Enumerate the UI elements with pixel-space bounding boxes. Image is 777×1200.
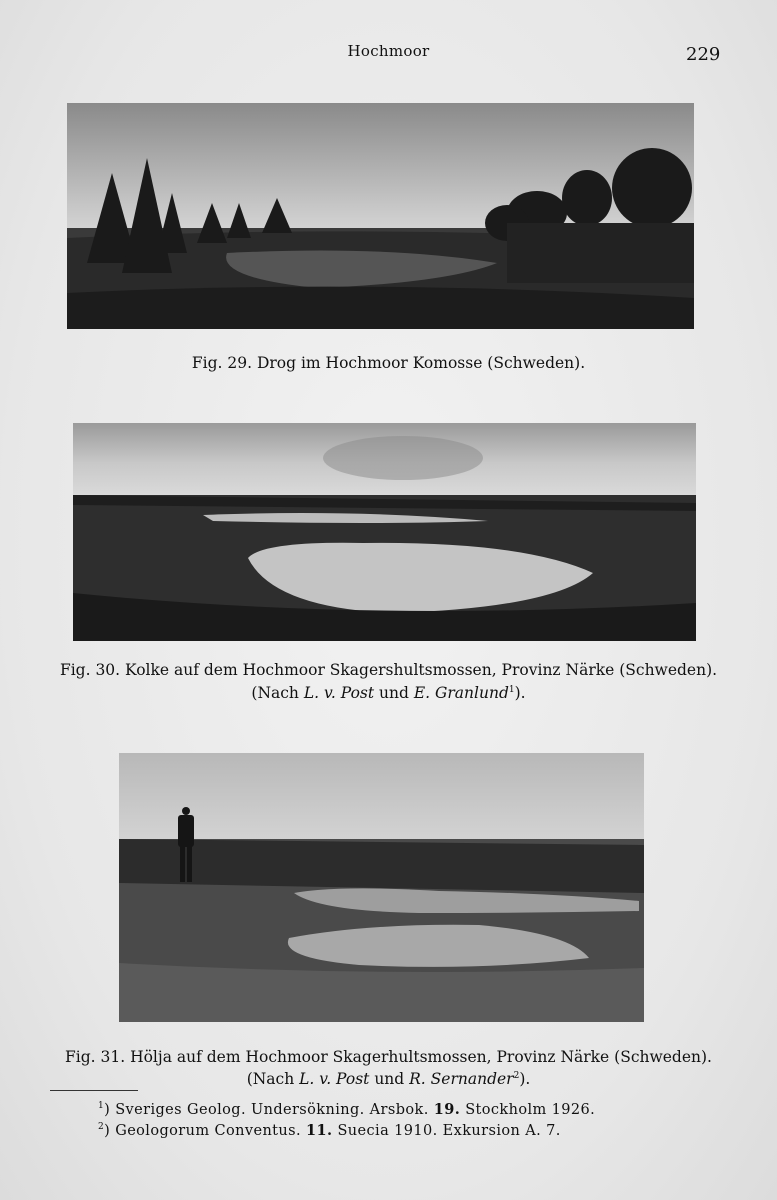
footnote-number: 2 <box>98 1122 105 1133</box>
footnote-1 <box>98 1101 595 1118</box>
credit-author-2: E. Granlund <box>413 684 509 702</box>
figure-30-label: Fig. 30. <box>59 661 121 679</box>
footnote-rule <box>50 1090 138 1091</box>
figure-30-credit <box>0 684 777 702</box>
figure-29-caption-text: Drog im Hochmoor Komosse (Schweden). <box>256 354 586 372</box>
figure-31-caption <box>0 1048 777 1066</box>
credit-suffix: ). <box>514 684 526 702</box>
credit-prefix: (Nach <box>251 684 299 702</box>
credit-suffix: ). <box>519 1070 531 1088</box>
figure-29-caption <box>0 354 777 372</box>
figure-31-credit <box>0 1070 777 1088</box>
footnote-mark: 1 <box>508 684 515 695</box>
figure-31-photo <box>119 753 644 1022</box>
credit-author-1: L. v. Post <box>303 684 375 702</box>
running-title: Hochmoor <box>347 42 430 60</box>
figure-30-caption-text: Kolke auf dem Hochmoor Skagershultsmossen, Provinz Närke (Schweden). <box>125 661 718 679</box>
footnote-text: ) Sveriges Geolog. Undersökning. Arsbok. <box>104 1102 429 1118</box>
figure-30-caption <box>0 661 777 679</box>
credit-and: und <box>379 684 409 702</box>
footnote-text: Stockholm 1926. <box>465 1102 596 1118</box>
footnote-text: Suecia 1910. Exkursion A. 7. <box>337 1123 561 1139</box>
figure-29-photo <box>67 103 694 329</box>
footnote-number: 1 <box>98 1101 105 1112</box>
credit-prefix: (Nach <box>246 1070 295 1088</box>
footnote-mark: 2 <box>513 1070 520 1081</box>
figure-29-label: Fig. 29. <box>191 354 253 372</box>
credit-author-2: R. Sernander <box>409 1070 514 1088</box>
figure-30-photo <box>73 423 696 641</box>
footnote-volume: 19. <box>433 1101 461 1118</box>
figure-31-caption-text: Hölja auf dem Hochmoor Skagerhultsmossen, Provinz Närke (Schweden). <box>130 1048 712 1066</box>
footnote-2 <box>98 1122 561 1139</box>
footnote-text: ) Geologorum Conventus. <box>104 1123 301 1139</box>
figure-31-label: Fig. 31. <box>65 1048 126 1066</box>
credit-and: und <box>374 1070 405 1088</box>
footnote-volume: 11. <box>306 1122 333 1139</box>
page-number: 229 <box>686 44 721 65</box>
credit-author-1: L. v. Post <box>299 1070 370 1088</box>
